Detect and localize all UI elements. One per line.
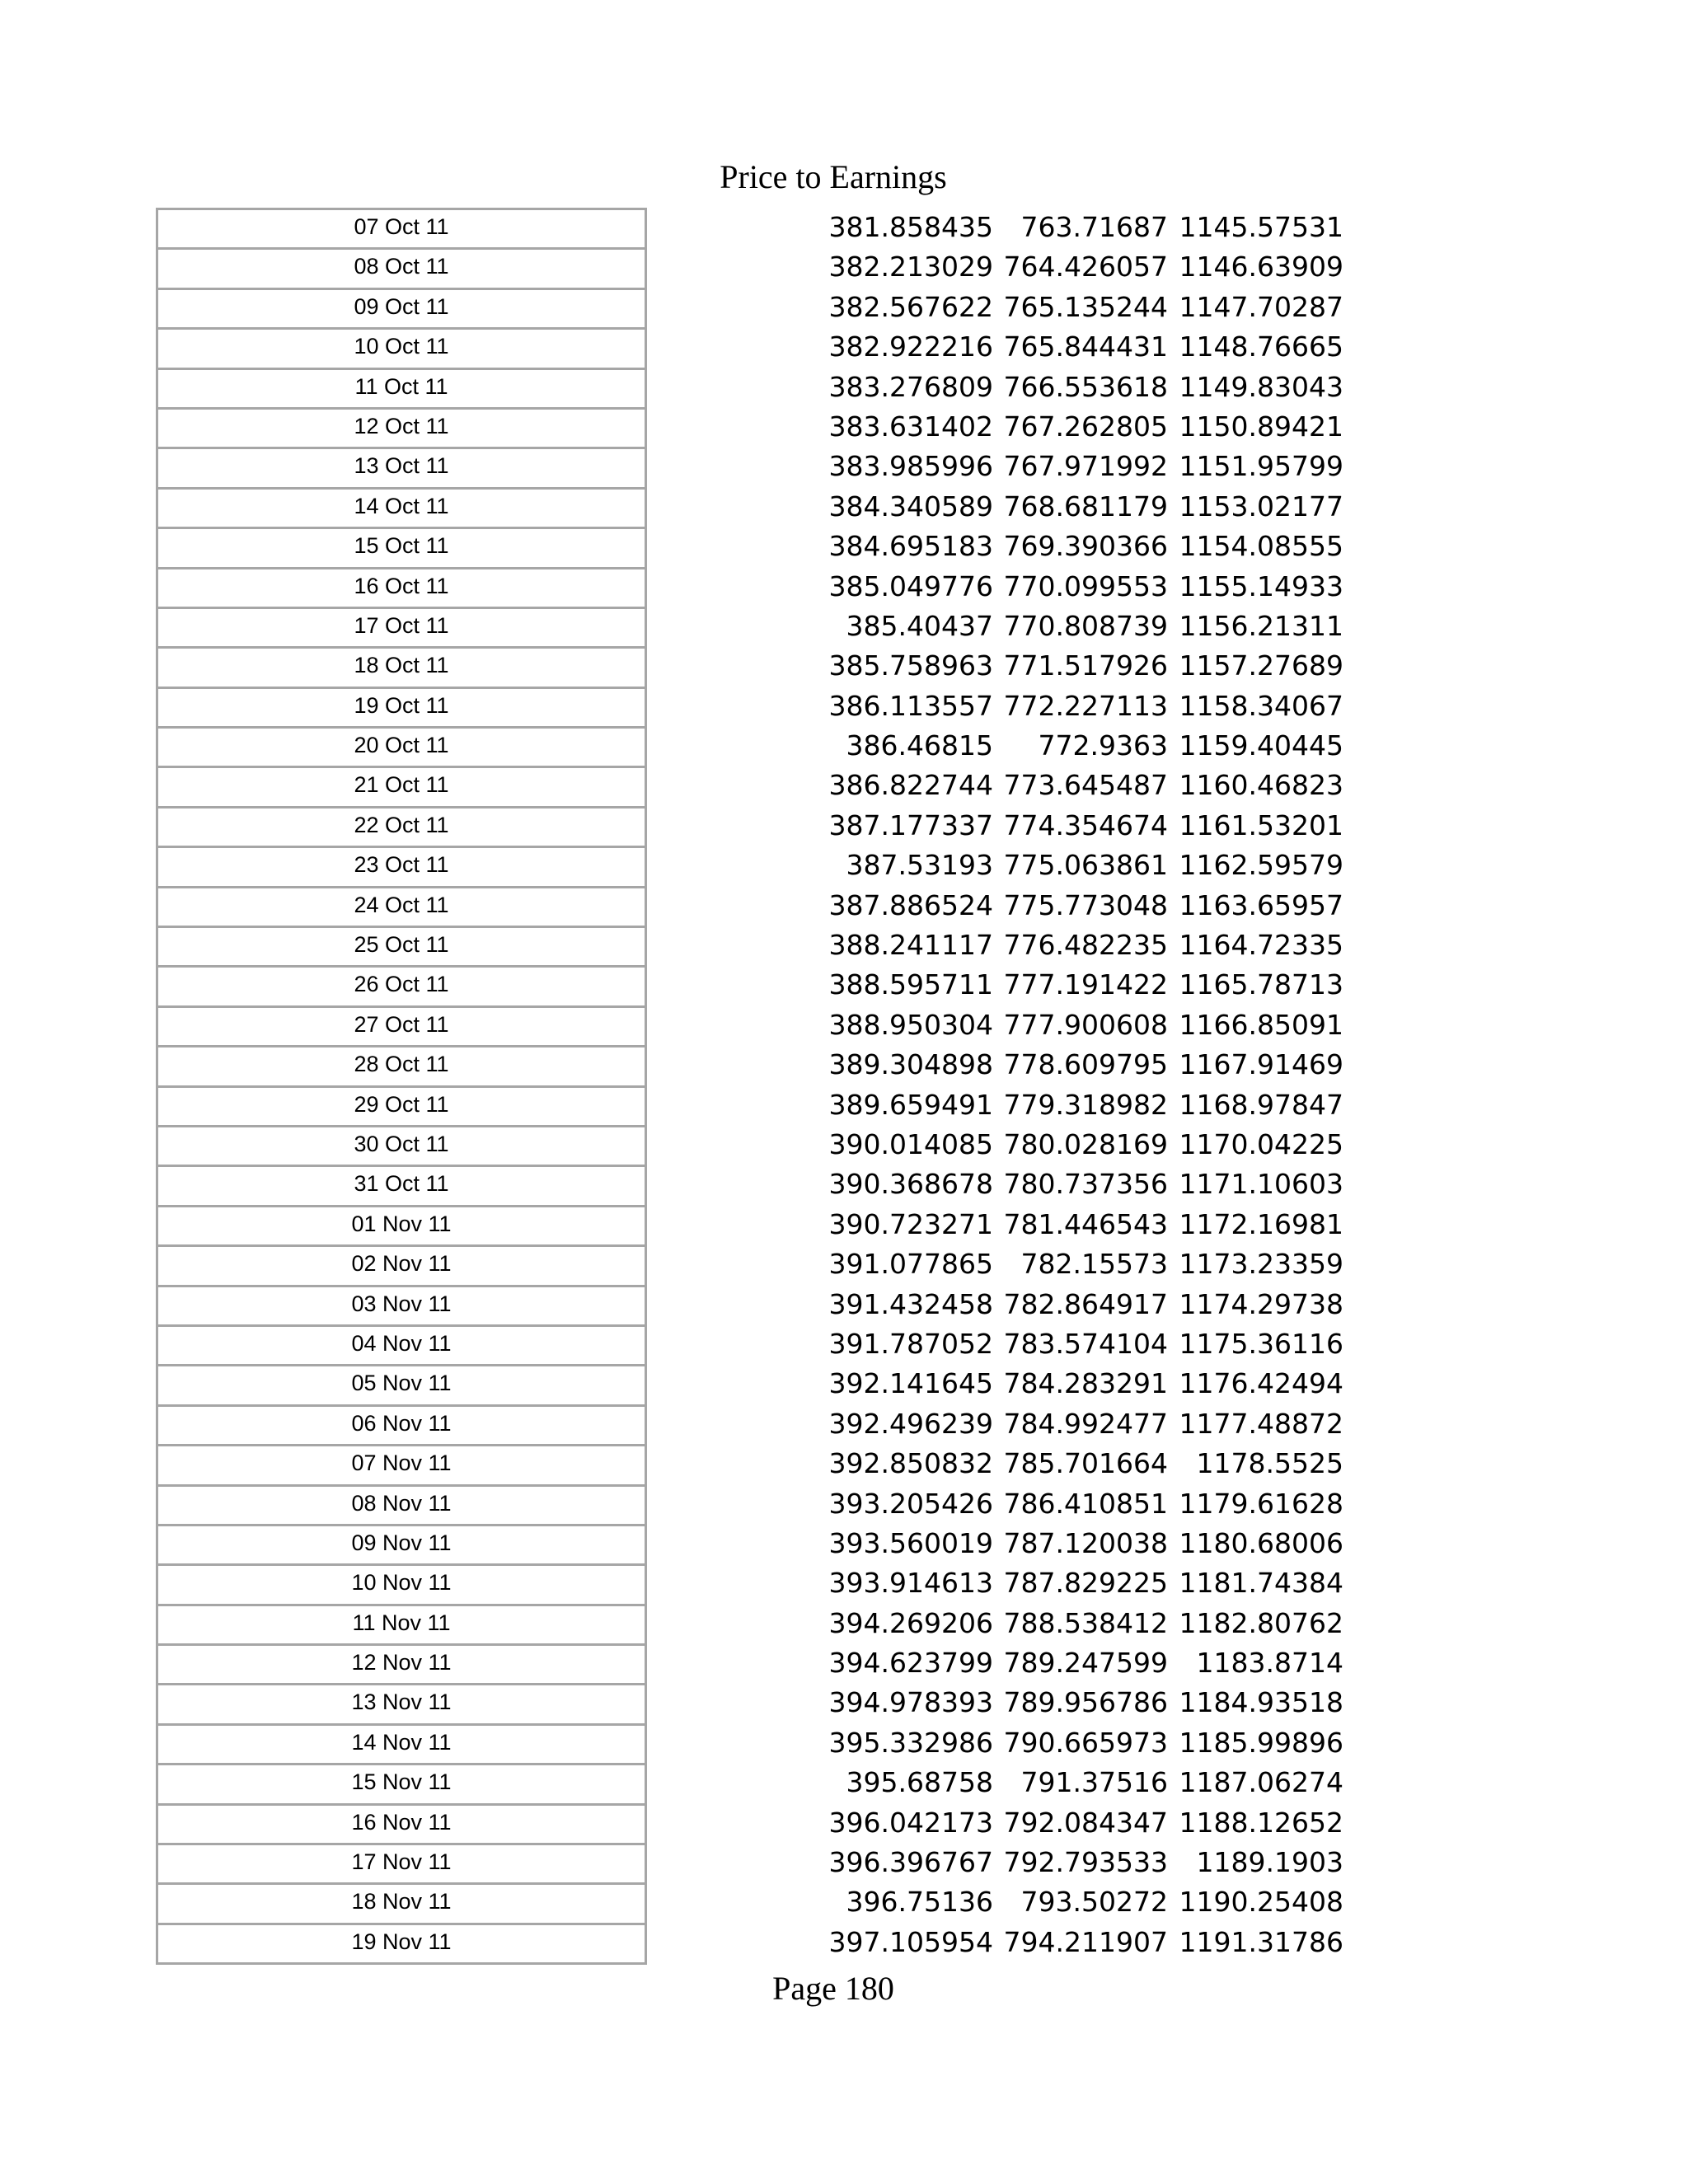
table-row: [816, 687, 1343, 726]
table-row: [816, 1244, 1343, 1284]
value-cell-v1: 396.396767: [828, 1846, 993, 1879]
value-cell-v3: 1149.83043: [1179, 370, 1343, 403]
value-cell-v1: 384.340589: [828, 490, 993, 523]
date-cell: 26 Oct 11: [158, 968, 645, 1007]
value-cell-v3: 1171.10603: [1179, 1168, 1343, 1201]
value-cell-v3: 1191.31786: [1179, 1925, 1343, 1958]
value-cell-v1: 392.141645: [828, 1367, 993, 1400]
date-cell: 12 Oct 11: [158, 410, 645, 449]
date-cell: 24 Oct 11: [158, 888, 645, 928]
date-cell: 14 Oct 11: [158, 490, 645, 529]
value-cell-v3: 1160.46823: [1179, 769, 1343, 802]
value-cell-v3: 1161.53201: [1179, 808, 1343, 841]
value-cell-v1: 386.46815: [846, 729, 993, 762]
value-cell-v2: 775.063861: [1003, 849, 1168, 882]
value-cell-v1: 389.659491: [828, 1088, 993, 1121]
value-cell-v3: 1147.70287: [1179, 290, 1343, 323]
value-cell-v2: 794.211907: [1003, 1925, 1168, 1958]
table-row: [816, 1923, 1343, 1962]
value-cell-v2: 765.844431: [1003, 330, 1168, 363]
date-cell: 23 Oct 11: [158, 848, 645, 888]
value-cell-v1: 394.623799: [828, 1647, 993, 1680]
date-cell: 22 Oct 11: [158, 808, 645, 848]
value-cell-v3: 1180.68006: [1179, 1526, 1343, 1559]
date-cell: 04 Nov 11: [158, 1327, 645, 1366]
value-cell-v2: 772.227113: [1003, 689, 1168, 722]
value-cell-v1: 382.922216: [828, 330, 993, 363]
value-cell-v1: 385.40437: [846, 609, 993, 642]
value-cell-v2: 780.737356: [1003, 1168, 1168, 1201]
table-row: [816, 288, 1343, 327]
value-cell-v3: 1156.21311: [1179, 609, 1343, 642]
date-cell: 11 Oct 11: [158, 370, 645, 410]
table-row: [816, 368, 1343, 407]
value-cell-v3: 1159.40445: [1179, 729, 1343, 762]
value-cell-v1: 393.205426: [828, 1487, 993, 1520]
value-cell-v2: 773.645487: [1003, 769, 1168, 802]
date-cell: 09 Oct 11: [158, 290, 645, 330]
value-cell-v3: 1150.89421: [1179, 410, 1343, 443]
date-cell: 08 Nov 11: [158, 1487, 645, 1526]
date-cell: 27 Oct 11: [158, 1008, 645, 1047]
date-cell: 08 Oct 11: [158, 250, 645, 289]
value-cell-v3: 1148.76665: [1179, 330, 1343, 363]
value-cell-v2: 763.71687: [1020, 211, 1168, 243]
date-cell: 01 Nov 11: [158, 1207, 645, 1247]
value-cell-v2: 790.665973: [1003, 1726, 1168, 1759]
date-cell: 16 Oct 11: [158, 569, 645, 609]
value-cell-v2: 768.681179: [1003, 490, 1168, 523]
table-row: [816, 846, 1343, 885]
table-row: [816, 1125, 1343, 1165]
table-row: [816, 926, 1343, 965]
value-cell-v3: 1189.1903: [1196, 1846, 1343, 1879]
date-cell: 15 Nov 11: [158, 1765, 645, 1805]
value-cell-v3: 1155.14933: [1179, 569, 1343, 602]
date-cell: 09 Nov 11: [158, 1526, 645, 1566]
value-cell-v3: 1183.8714: [1196, 1647, 1343, 1680]
page-title: Price to Earnings: [720, 158, 947, 195]
value-cell-v1: 385.049776: [828, 569, 993, 602]
value-cell-v2: 791.37516: [1020, 1766, 1168, 1799]
value-cell-v3: 1168.97847: [1179, 1088, 1343, 1121]
date-cell: 17 Nov 11: [158, 1845, 645, 1885]
date-cell: 03 Nov 11: [158, 1287, 645, 1327]
table-row: [816, 1404, 1343, 1444]
date-cell: 02 Nov 11: [158, 1247, 645, 1286]
value-cell-v2: 785.701664: [1003, 1447, 1168, 1480]
value-cell-v2: 793.50272: [1020, 1886, 1168, 1919]
value-cell-v1: 396.042173: [828, 1806, 993, 1839]
date-cell: 10 Nov 11: [158, 1566, 645, 1605]
value-cell-v3: 1151.95799: [1179, 450, 1343, 483]
value-cell-v2: 777.191422: [1003, 968, 1168, 1001]
value-cell-v1: 394.269206: [828, 1606, 993, 1639]
value-cell-v1: 397.105954: [828, 1925, 993, 1958]
value-cell-v1: 390.368678: [828, 1168, 993, 1201]
date-cell: 07 Oct 11: [158, 210, 645, 250]
table-row: [816, 1484, 1343, 1524]
date-cell: 05 Nov 11: [158, 1366, 645, 1406]
value-cell-v1: 388.595711: [828, 968, 993, 1001]
date-cell: 18 Oct 11: [158, 649, 645, 688]
table-row: [816, 527, 1343, 566]
value-cell-v1: 385.758963: [828, 649, 993, 682]
date-cell: 12 Nov 11: [158, 1646, 645, 1685]
table-row: [816, 1563, 1343, 1603]
date-cell: 13 Nov 11: [158, 1685, 645, 1725]
date-cell: 11 Nov 11: [158, 1606, 645, 1646]
value-cell-v3: 1145.57531: [1179, 211, 1343, 243]
value-cell-v2: 782.15573: [1020, 1248, 1168, 1281]
value-cell-v2: 788.538412: [1003, 1606, 1168, 1639]
table-row: [816, 726, 1343, 766]
date-cell: 13 Oct 11: [158, 449, 645, 489]
value-cell-v1: 396.75136: [846, 1886, 993, 1919]
value-cell-v2: 792.793533: [1003, 1846, 1168, 1879]
value-table: [816, 208, 1343, 1962]
value-cell-v2: 776.482235: [1003, 929, 1168, 962]
date-cell: 06 Nov 11: [158, 1407, 645, 1446]
table-row: [816, 1723, 1343, 1763]
date-cell: 19 Nov 11: [158, 1925, 645, 1965]
value-cell-v3: 1170.04225: [1179, 1127, 1343, 1160]
value-cell-v3: 1174.29738: [1179, 1287, 1343, 1320]
value-cell-v3: 1190.25408: [1179, 1886, 1343, 1919]
value-cell-v1: 382.213029: [828, 251, 993, 284]
value-cell-v1: 390.723271: [828, 1207, 993, 1240]
date-cell: 29 Oct 11: [158, 1088, 645, 1127]
table-row: [816, 487, 1343, 527]
table-row: [816, 1524, 1343, 1563]
value-cell-v3: 1177.48872: [1179, 1407, 1343, 1440]
value-cell-v1: 392.850832: [828, 1447, 993, 1480]
value-cell-v3: 1162.59579: [1179, 849, 1343, 882]
table-row: [816, 1882, 1343, 1922]
value-cell-v3: 1154.08555: [1179, 530, 1343, 563]
value-cell-v2: 781.446543: [1003, 1207, 1168, 1240]
value-cell-v1: 387.177337: [828, 808, 993, 841]
value-cell-v2: 779.318982: [1003, 1088, 1168, 1121]
value-cell-v3: 1165.78713: [1179, 968, 1343, 1001]
table-row: [816, 567, 1343, 607]
value-cell-v1: 384.695183: [828, 530, 993, 563]
value-cell-v3: 1176.42494: [1179, 1367, 1343, 1400]
date-cell: 15 Oct 11: [158, 529, 645, 569]
table-row: [816, 1803, 1343, 1843]
value-cell-v2: 784.283291: [1003, 1367, 1168, 1400]
value-cell-v1: 383.276809: [828, 370, 993, 403]
table-row: [816, 1045, 1343, 1085]
value-cell-v2: 787.829225: [1003, 1567, 1168, 1600]
value-cell-v1: 393.560019: [828, 1526, 993, 1559]
value-cell-v2: 770.808739: [1003, 609, 1168, 642]
value-cell-v2: 771.517926: [1003, 649, 1168, 682]
date-cell: 31 Oct 11: [158, 1167, 645, 1207]
value-cell-v2: 786.410851: [1003, 1487, 1168, 1520]
value-cell-v1: 383.631402: [828, 410, 993, 443]
value-cell-v2: 778.609795: [1003, 1048, 1168, 1081]
value-cell-v2: 767.262805: [1003, 410, 1168, 443]
table-row: [816, 1364, 1343, 1404]
value-cell-v3: 1179.61628: [1179, 1487, 1343, 1520]
value-cell-v2: 787.120038: [1003, 1526, 1168, 1559]
table-row: [816, 806, 1343, 846]
date-cell: 17 Oct 11: [158, 609, 645, 649]
date-cell: 07 Nov 11: [158, 1446, 645, 1486]
date-cell: 30 Oct 11: [158, 1127, 645, 1167]
value-cell-v1: 386.822744: [828, 769, 993, 802]
value-cell-v2: 764.426057: [1003, 251, 1168, 284]
table-row: [816, 1165, 1343, 1204]
value-cell-v1: 390.014085: [828, 1127, 993, 1160]
value-cell-v1: 383.985996: [828, 450, 993, 483]
value-cell-v2: 772.9363: [1038, 729, 1168, 762]
value-cell-v2: 784.992477: [1003, 1407, 1168, 1440]
table-row: [816, 1085, 1343, 1125]
value-cell-v1: 388.950304: [828, 1008, 993, 1041]
value-cell-v3: 1181.74384: [1179, 1567, 1343, 1600]
value-cell-v1: 387.886524: [828, 888, 993, 921]
value-cell-v1: 381.858435: [828, 211, 993, 243]
table-row: [816, 1643, 1343, 1683]
value-cell-v3: 1185.99896: [1179, 1726, 1343, 1759]
value-cell-v3: 1166.85091: [1179, 1008, 1343, 1041]
date-cell: 28 Oct 11: [158, 1047, 645, 1087]
table-row: [816, 1604, 1343, 1643]
table-row: [816, 1683, 1343, 1722]
table-row: [816, 407, 1343, 447]
value-cell-v2: 775.773048: [1003, 888, 1168, 921]
table-row: [816, 1763, 1343, 1802]
value-cell-v2: 780.028169: [1003, 1127, 1168, 1160]
table-row: [816, 1324, 1343, 1364]
value-cell-v3: 1188.12652: [1179, 1806, 1343, 1839]
value-cell-v3: 1164.72335: [1179, 929, 1343, 962]
value-cell-v1: 387.53193: [846, 849, 993, 882]
table-row: [816, 965, 1343, 1005]
table-row: [816, 1285, 1343, 1324]
table-row: [816, 1205, 1343, 1244]
table-row: [816, 886, 1343, 926]
value-cell-v2: 769.390366: [1003, 530, 1168, 563]
value-cell-v2: 783.574104: [1003, 1327, 1168, 1360]
value-cell-v3: 1146.63909: [1179, 251, 1343, 284]
value-cell-v3: 1158.34067: [1179, 689, 1343, 722]
table-row: [816, 1843, 1343, 1882]
value-cell-v2: 766.553618: [1003, 370, 1168, 403]
table-row: [816, 1005, 1343, 1045]
table-row: [816, 247, 1343, 287]
value-cell-v3: 1184.93518: [1179, 1686, 1343, 1719]
date-cell: 20 Oct 11: [158, 729, 645, 768]
table-row: [816, 646, 1343, 686]
value-cell-v3: 1167.91469: [1179, 1048, 1343, 1081]
table-row: [816, 1444, 1343, 1483]
date-cell: 10 Oct 11: [158, 330, 645, 369]
value-cell-v2: 770.099553: [1003, 569, 1168, 602]
table-row: [816, 208, 1343, 247]
value-cell-v3: 1157.27689: [1179, 649, 1343, 682]
value-cell-v1: 393.914613: [828, 1567, 993, 1600]
table-row: [816, 766, 1343, 805]
value-cell-v2: 774.354674: [1003, 808, 1168, 841]
value-cell-v2: 789.956786: [1003, 1686, 1168, 1719]
value-cell-v1: 382.567622: [828, 290, 993, 323]
value-cell-v1: 394.978393: [828, 1686, 993, 1719]
table-row: [816, 447, 1343, 486]
date-cell: 14 Nov 11: [158, 1726, 645, 1765]
value-cell-v1: 389.304898: [828, 1048, 993, 1081]
date-cell: 21 Oct 11: [158, 768, 645, 808]
value-cell-v3: 1172.16981: [1179, 1207, 1343, 1240]
value-cell-v3: 1163.65957: [1179, 888, 1343, 921]
date-cell: 19 Oct 11: [158, 689, 645, 729]
value-cell-v1: 391.077865: [828, 1248, 993, 1281]
value-cell-v1: 392.496239: [828, 1407, 993, 1440]
value-cell-v3: 1182.80762: [1179, 1606, 1343, 1639]
value-cell-v3: 1153.02177: [1179, 490, 1343, 523]
value-cell-v1: 395.332986: [828, 1726, 993, 1759]
date-column: [156, 208, 647, 1965]
value-cell-v2: 777.900608: [1003, 1008, 1168, 1041]
value-cell-v2: 792.084347: [1003, 1806, 1168, 1839]
value-cell-v1: 388.241117: [828, 929, 993, 962]
page-number: Page 180: [772, 1970, 894, 2007]
date-cell: 25 Oct 11: [158, 928, 645, 968]
value-cell-v1: 391.787052: [828, 1327, 993, 1360]
value-cell-v3: 1175.36116: [1179, 1327, 1343, 1360]
value-cell-v1: 391.432458: [828, 1287, 993, 1320]
table-row: [816, 607, 1343, 646]
date-cell: 16 Nov 11: [158, 1806, 645, 1845]
value-cell-v2: 789.247599: [1003, 1647, 1168, 1680]
value-cell-v1: 386.113557: [828, 689, 993, 722]
value-cell-v3: 1187.06274: [1179, 1766, 1343, 1799]
value-cell-v3: 1173.23359: [1179, 1248, 1343, 1281]
value-cell-v2: 782.864917: [1003, 1287, 1168, 1320]
table-row: [816, 327, 1343, 367]
value-cell-v2: 765.135244: [1003, 290, 1168, 323]
value-cell-v2: 767.971992: [1003, 450, 1168, 483]
value-cell-v3: 1178.5525: [1196, 1447, 1343, 1480]
date-cell: 18 Nov 11: [158, 1885, 645, 1924]
value-cell-v1: 395.68758: [846, 1766, 993, 1799]
